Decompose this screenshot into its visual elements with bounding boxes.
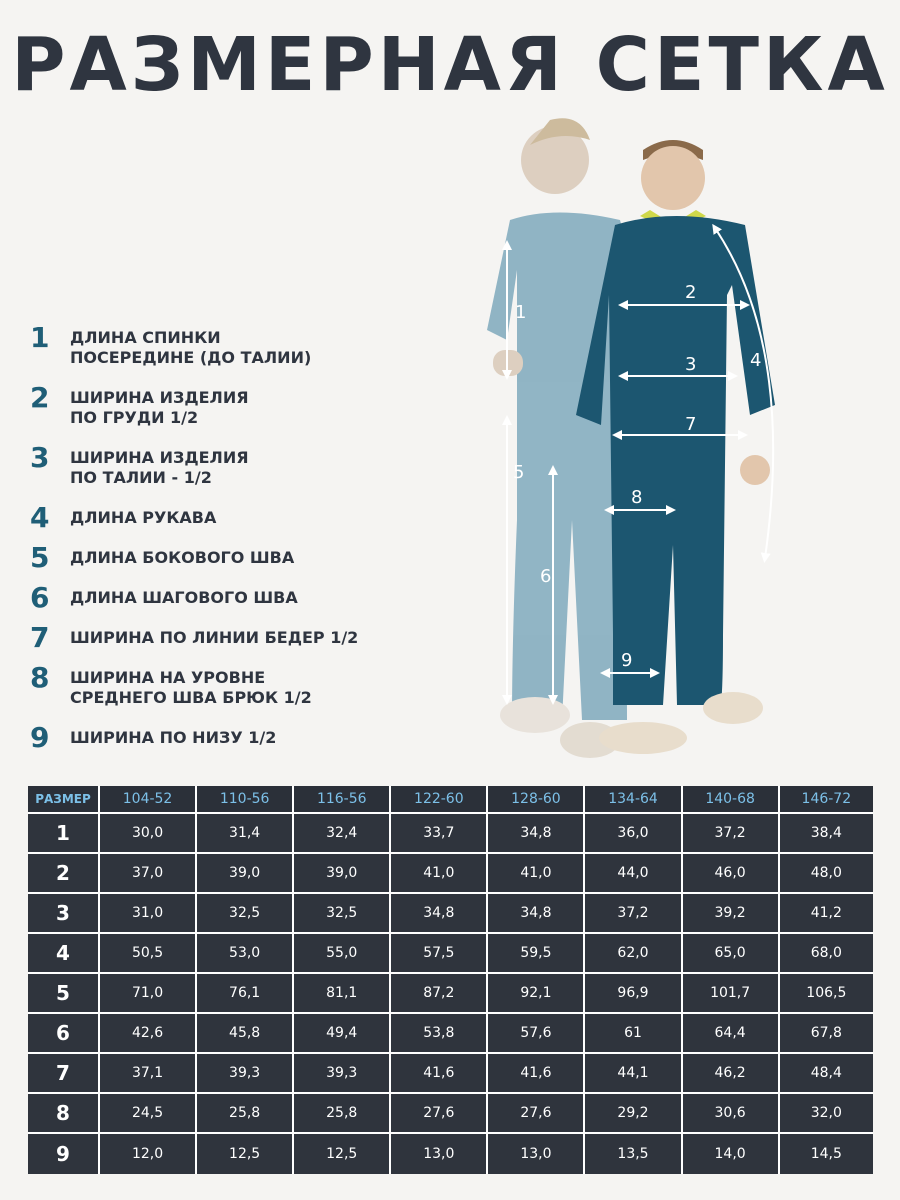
table-cell: 39,2 [683, 894, 780, 934]
table-cell: 41,0 [488, 854, 585, 894]
legend-text: ШИРИНА ПО НИЗУ 1/2 [70, 728, 277, 747]
table-cell: 12,0 [100, 1134, 197, 1174]
table-row [28, 1014, 873, 1054]
table-row [28, 1094, 873, 1134]
table-cell: 49,4 [294, 1014, 391, 1054]
table-cell: 48,4 [780, 1054, 873, 1094]
jumpsuit-illustration [415, 110, 795, 770]
size-table [28, 786, 873, 1174]
legend-item [30, 542, 294, 574]
size-header: 140-68 [683, 786, 780, 814]
table-cell: 14,5 [780, 1134, 873, 1174]
measure-label-2: 2 [685, 282, 697, 303]
legend-number: 7 [30, 621, 50, 654]
legend-number: 2 [30, 381, 50, 414]
table-cell: 55,0 [294, 934, 391, 974]
table-cell: 62,0 [585, 934, 682, 974]
table-cell: 48,0 [780, 854, 873, 894]
table-cell: 61 [585, 1014, 682, 1054]
size-header: 146-72 [780, 786, 873, 814]
table-cell: 44,0 [585, 854, 682, 894]
legend-text: ШИРИНА ПО ЛИНИИ БЕДЕР 1/2 [70, 628, 359, 647]
row-measure-number: 5 [28, 974, 100, 1014]
table-cell: 65,0 [683, 934, 780, 974]
table-cell: 25,8 [197, 1094, 294, 1134]
table-cell: 59,5 [488, 934, 585, 974]
table-cell: 34,8 [488, 814, 585, 854]
size-header: 104-52 [100, 786, 197, 814]
row-measure-number: 9 [28, 1134, 100, 1174]
table-cell: 34,8 [488, 894, 585, 934]
table-cell: 37,2 [585, 894, 682, 934]
table-cell: 71,0 [100, 974, 197, 1014]
table-cell: 46,2 [683, 1054, 780, 1094]
table-cell: 39,0 [294, 854, 391, 894]
table-cell: 32,4 [294, 814, 391, 854]
table-cell: 64,4 [683, 1014, 780, 1054]
table-row [28, 814, 873, 854]
table-cell: 24,5 [100, 1094, 197, 1134]
size-table-container [28, 786, 873, 1174]
table-cell: 37,1 [100, 1054, 197, 1094]
legend-item [30, 622, 358, 654]
table-cell: 31,0 [100, 894, 197, 934]
table-cell: 13,0 [391, 1134, 488, 1174]
table-corner-header: РАЗМЕР [28, 786, 100, 814]
table-cell: 34,8 [391, 894, 488, 934]
table-cell: 14,0 [683, 1134, 780, 1174]
legend-text: ШИРИНА ИЗДЕЛИЯ ПО ТАЛИИ - 1/2 [70, 448, 249, 487]
table-cell: 25,8 [294, 1094, 391, 1134]
row-measure-number: 3 [28, 894, 100, 934]
table-cell: 32,5 [197, 894, 294, 934]
row-measure-number: 8 [28, 1094, 100, 1134]
table-cell: 67,8 [780, 1014, 873, 1054]
table-cell: 39,3 [294, 1054, 391, 1094]
table-cell: 57,5 [391, 934, 488, 974]
table-cell: 81,1 [294, 974, 391, 1014]
table-cell: 106,5 [780, 974, 873, 1014]
table-cell: 44,1 [585, 1054, 682, 1094]
table-cell: 46,0 [683, 854, 780, 894]
legend-text: ДЛИНА ШАГОВОГО ШВА [70, 588, 298, 607]
row-measure-number: 2 [28, 854, 100, 894]
legend-item [30, 662, 312, 708]
legend-number: 9 [30, 721, 50, 754]
table-cell: 27,6 [488, 1094, 585, 1134]
size-header: 134-64 [585, 786, 682, 814]
table-header-row [28, 786, 873, 814]
legend-item [30, 722, 276, 754]
table-cell: 41,0 [391, 854, 488, 894]
table-cell: 39,3 [197, 1054, 294, 1094]
table-cell: 27,6 [391, 1094, 488, 1134]
measure-label-5: 5 [513, 462, 525, 483]
table-cell: 96,9 [585, 974, 682, 1014]
table-cell: 53,0 [197, 934, 294, 974]
table-cell: 12,5 [197, 1134, 294, 1174]
table-cell: 76,1 [197, 974, 294, 1014]
measure-label-8: 8 [631, 487, 643, 508]
row-measure-number: 1 [28, 814, 100, 854]
measure-label-7: 7 [685, 414, 697, 435]
row-measure-number: 6 [28, 1014, 100, 1054]
measure-label-6: 6 [540, 566, 552, 587]
table-cell: 29,2 [585, 1094, 682, 1134]
size-header: 116-56 [294, 786, 391, 814]
table-cell: 50,5 [100, 934, 197, 974]
legend-text: ДЛИНА БОКОВОГО ШВА [70, 548, 295, 567]
legend-number: 8 [30, 661, 50, 694]
table-row [28, 1054, 873, 1094]
table-cell: 37,0 [100, 854, 197, 894]
table-cell: 32,5 [294, 894, 391, 934]
table-cell: 41,6 [391, 1054, 488, 1094]
legend-number: 3 [30, 441, 50, 474]
table-cell: 37,2 [683, 814, 780, 854]
table-cell: 36,0 [585, 814, 682, 854]
legend-number: 5 [30, 541, 50, 574]
table-cell: 30,6 [683, 1094, 780, 1134]
table-cell: 30,0 [100, 814, 197, 854]
legend-item [30, 382, 249, 428]
legend-item [30, 442, 249, 488]
table-row [28, 1134, 873, 1174]
size-header: 128-60 [488, 786, 585, 814]
table-cell: 33,7 [391, 814, 488, 854]
table-cell: 31,4 [197, 814, 294, 854]
table-cell: 87,2 [391, 974, 488, 1014]
legend-text: ШИРИНА ИЗДЕЛИЯ ПО ГРУДИ 1/2 [70, 388, 249, 427]
table-cell: 32,0 [780, 1094, 873, 1134]
page-title: РАЗМЕРНАЯ СЕТКА [11, 22, 889, 108]
measure-label-1: 1 [515, 302, 527, 323]
size-header: 122-60 [391, 786, 488, 814]
size-header: 110-56 [197, 786, 294, 814]
legend-item [30, 502, 216, 534]
table-cell: 53,8 [391, 1014, 488, 1054]
table-cell: 57,6 [488, 1014, 585, 1054]
table-cell: 39,0 [197, 854, 294, 894]
legend-text: ШИРИНА НА УРОВНЕ СРЕДНЕГО ШВА БРЮК 1/2 [70, 668, 312, 707]
measure-label-9: 9 [621, 650, 633, 671]
legend-number: 4 [30, 501, 50, 534]
measure-label-4: 4 [750, 350, 762, 371]
table-cell: 41,2 [780, 894, 873, 934]
table-cell: 42,6 [100, 1014, 197, 1054]
table-row [28, 974, 873, 1014]
row-measure-number: 7 [28, 1054, 100, 1094]
legend-number: 1 [30, 321, 50, 354]
table-cell: 68,0 [780, 934, 873, 974]
table-cell: 13,5 [585, 1134, 682, 1174]
table-cell: 13,0 [488, 1134, 585, 1174]
legend-text: ДЛИНА РУКАВА [70, 508, 217, 527]
row-measure-number: 4 [28, 934, 100, 974]
legend-text: ДЛИНА СПИНКИ ПОСЕРЕДИНЕ (ДО ТАЛИИ) [70, 328, 312, 367]
table-row [28, 854, 873, 894]
table-cell: 45,8 [197, 1014, 294, 1054]
table-row [28, 894, 873, 934]
table-cell: 12,5 [294, 1134, 391, 1174]
table-cell: 92,1 [488, 974, 585, 1014]
table-cell: 38,4 [780, 814, 873, 854]
legend-item [30, 582, 298, 614]
measure-label-3: 3 [685, 354, 697, 375]
legend-number: 6 [30, 581, 50, 614]
table-cell: 101,7 [683, 974, 780, 1014]
table-cell: 41,6 [488, 1054, 585, 1094]
legend-item [30, 322, 311, 368]
table-row [28, 934, 873, 974]
